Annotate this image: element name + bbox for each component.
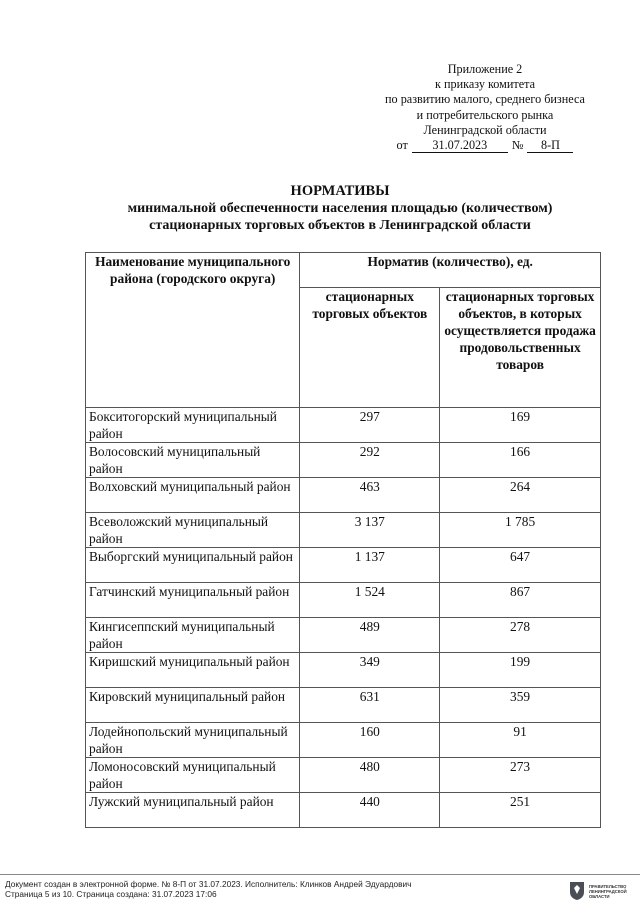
title-line: минимальной обеспеченности населения площадью (количеством)	[127, 201, 553, 216]
approval-line: к приказу комитета	[435, 77, 535, 92]
district-name-cell: Волховский муниципальный район	[86, 478, 300, 513]
food-count-cell: 166	[440, 443, 601, 478]
food-count-cell: 91	[440, 723, 601, 758]
food-count-cell: 169	[440, 408, 601, 443]
table-row	[86, 758, 601, 793]
table-row	[86, 793, 601, 828]
approval-block	[360, 62, 610, 153]
title-main: НОРМАТИВЫ	[290, 183, 390, 199]
stationary-count-cell: 3 137	[300, 513, 440, 548]
food-count-cell: 278	[440, 618, 601, 653]
table-row	[86, 408, 601, 443]
table-row	[86, 443, 601, 478]
stationary-count-cell: 160	[300, 723, 440, 758]
stationary-count-cell: 1 137	[300, 548, 440, 583]
food-count-cell: 1 785	[440, 513, 601, 548]
district-name-cell: Выборгский муниципальный район	[86, 548, 300, 583]
district-name-cell: Кингисеппский муниципальный район	[86, 618, 300, 653]
document-title	[80, 183, 600, 234]
order-date: 31.07.2023	[412, 139, 508, 153]
header-stationary: стационарных торговых объектов	[300, 288, 440, 408]
stationary-count-cell: 1 524	[300, 583, 440, 618]
stationary-count-cell: 292	[300, 443, 440, 478]
food-count-cell: 199	[440, 653, 601, 688]
district-name-cell: Киришский муниципальный район	[86, 653, 300, 688]
food-count-cell: 264	[440, 478, 601, 513]
food-count-cell: 647	[440, 548, 601, 583]
table-row	[86, 653, 601, 688]
number-label: №	[511, 138, 524, 153]
district-name-cell: Всеволожский муниципальный район	[86, 513, 300, 548]
norms-table	[85, 252, 601, 828]
logo-text: ПРАВИТЕЛЬСТВО ЛЕНИНГРАДСКОЙ ОБЛАСТИ	[589, 883, 627, 899]
district-name-cell: Лодейнопольский муниципальный район	[86, 723, 300, 758]
table-row	[86, 688, 601, 723]
stationary-count-cell: 463	[300, 478, 440, 513]
government-emblem-icon	[568, 881, 586, 901]
district-name-cell: Волосовский муниципальный район	[86, 443, 300, 478]
approval-date-line	[360, 138, 610, 153]
stationary-count-cell: 631	[300, 688, 440, 723]
footer-line: Документ создан в электронной форме. № 8-П от 31.07.2023. Исполнитель: Клинков Андрей Эдуардович	[5, 879, 412, 889]
district-name-cell: Бокситогорский муниципальный район	[86, 408, 300, 443]
stationary-count-cell: 440	[300, 793, 440, 828]
district-name-cell: Кировский муниципальный район	[86, 688, 300, 723]
footer	[5, 879, 411, 899]
government-logo	[568, 880, 638, 902]
stationary-count-cell: 489	[300, 618, 440, 653]
approval-line: и потребительского рынка	[416, 107, 554, 122]
table-row	[86, 618, 601, 653]
table-row	[86, 548, 601, 583]
header-norm: Норматив (количество), ед.	[300, 253, 601, 288]
stationary-count-cell: 297	[300, 408, 440, 443]
food-count-cell: 359	[440, 688, 601, 723]
approval-line: по развитию малого, среднего бизнеса	[385, 92, 585, 107]
header-district: Наименование муниципального района (городского округа)	[86, 253, 300, 408]
from-label: от	[396, 138, 408, 153]
stationary-count-cell: 349	[300, 653, 440, 688]
order-number: 8-П	[527, 139, 573, 153]
food-count-cell: 273	[440, 758, 601, 793]
table-row	[86, 513, 601, 548]
district-name-cell: Ломоносовский муниципальный район	[86, 758, 300, 793]
food-count-cell: 867	[440, 583, 601, 618]
table-row	[86, 583, 601, 618]
district-name-cell: Гатчинский муниципальный район	[86, 583, 300, 618]
stationary-count-cell: 480	[300, 758, 440, 793]
header-food: стационарных торговых объектов, в которых осуществляется продажа продовольственных товаров	[440, 288, 601, 408]
footer-divider	[0, 874, 640, 875]
district-name-cell: Лужский муниципальный район	[86, 793, 300, 828]
table-row	[86, 478, 601, 513]
table-row	[86, 723, 601, 758]
title-line: стационарных торговых объектов в Ленинградской области	[149, 218, 531, 233]
approval-line: Ленинградской области	[423, 122, 547, 137]
footer-line: Страница 5 из 10. Страница создана: 31.07.2023 17:06	[5, 889, 217, 899]
food-count-cell: 251	[440, 793, 601, 828]
approval-line: Приложение 2	[447, 62, 523, 76]
